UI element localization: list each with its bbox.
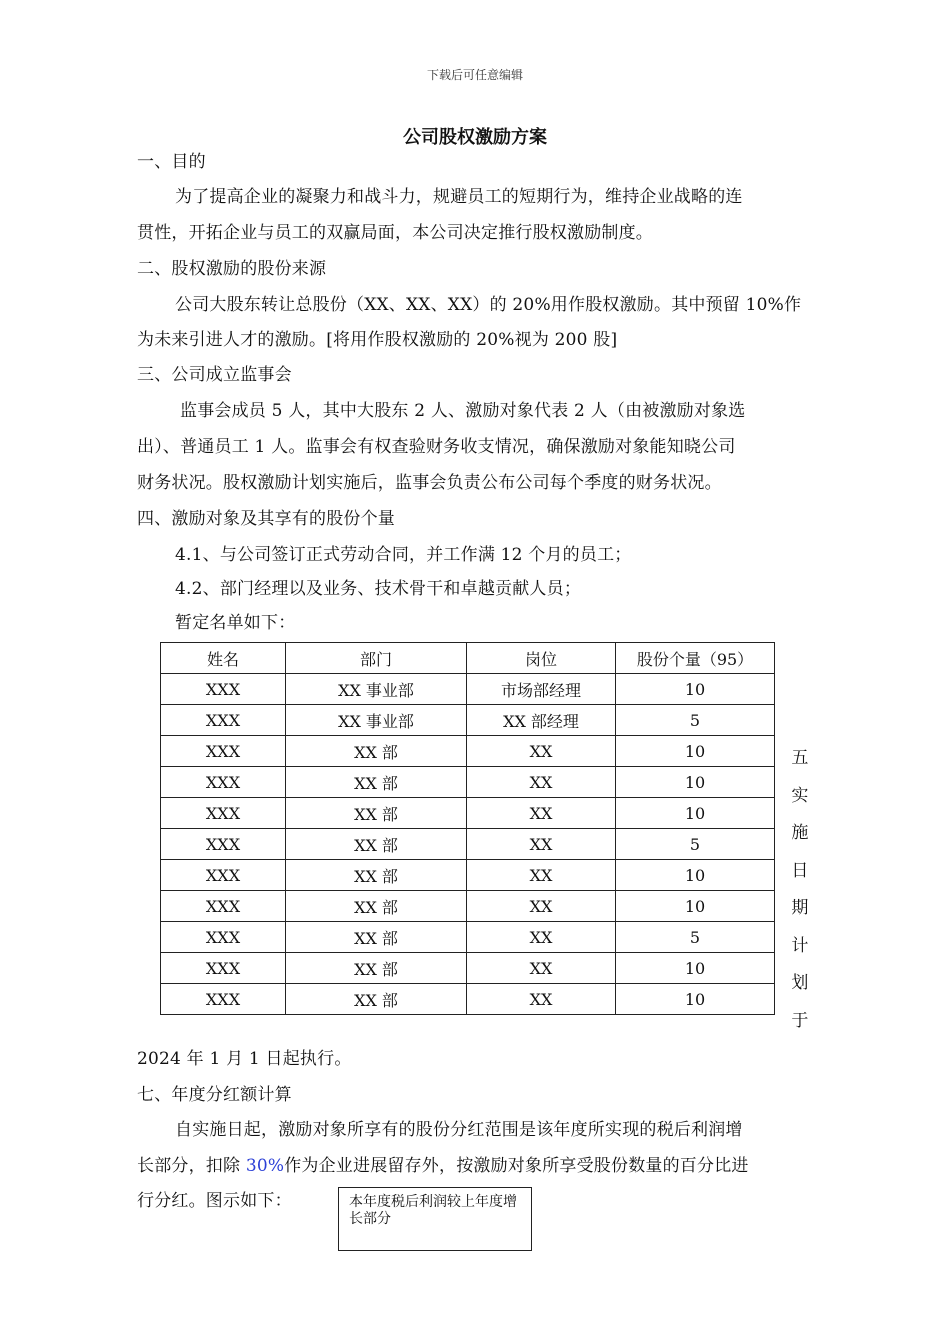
cell-shares: 10 [616, 736, 775, 767]
section-7-paragraph-line-2 [137, 1151, 749, 1176]
cell-department: XX 部 [286, 736, 467, 767]
cell-department: XX 部 [286, 922, 467, 953]
section-3-paragraph-line-1: 监事会成员 5 人，其中大股东 2 人、激励对象代表 2 人（由被激励对象选 [180, 401, 746, 421]
section-3-paragraph-line-3: 财务状况。股权激励计划实施后，监事会负责公布公司每个季度的财务状况。 [137, 473, 722, 493]
cell-name: XXX [161, 767, 286, 798]
cell-shares: 5 [616, 829, 775, 860]
document-title: 公司股权激励方案 [403, 127, 547, 148]
cell-shares: 5 [616, 922, 775, 953]
cell-department: XX 事业部 [286, 674, 467, 705]
cell-department: XX 部 [286, 798, 467, 829]
cell-shares: 5 [616, 705, 775, 736]
header-cell-name: 姓名 [161, 643, 286, 674]
cell-department: XX 部 [286, 767, 467, 798]
section-7-paragraph-line-3: 行分红。图示如下： [137, 1191, 292, 1211]
cell-position: XX [467, 984, 616, 1015]
diagram-box-text: 本年度税后利润较上年度增长部分 [349, 1194, 517, 1227]
header-cell-position: 岗位 [467, 643, 616, 674]
cell-department: XX 部 [286, 860, 467, 891]
cell-position: XX 部经理 [467, 705, 616, 736]
table-row [161, 891, 775, 922]
cell-name: XXX [161, 953, 286, 984]
table-row [161, 705, 775, 736]
cell-name: XXX [161, 922, 286, 953]
cell-position: XX [467, 829, 616, 860]
cell-position: XX [467, 860, 616, 891]
section-4-item-2: 4.2、部门经理以及业务、技术骨干和卓越贡献人员； [175, 579, 582, 599]
table-row [161, 767, 775, 798]
cell-shares: 10 [616, 891, 775, 922]
section-4-item-1: 4.1、与公司签订正式劳动合同，并工作满 12 个月的员工； [175, 545, 632, 565]
section-1-paragraph-line-2: 贯性，开拓企业与员工的双赢局面，本公司决定推行股权激励制度。 [137, 223, 653, 243]
cell-position: XX [467, 922, 616, 953]
table-row [161, 953, 775, 984]
incentive-list-table [160, 642, 775, 1015]
header-cell-shares: 股份个量（95） [616, 643, 775, 674]
cell-position: XX [467, 767, 616, 798]
cell-name: XXX [161, 829, 286, 860]
header-note: 下载后可任意编辑 [426, 68, 523, 82]
section-2-heading: 二、股权激励的股份来源 [137, 259, 327, 279]
retained-percentage: 30% [245, 1156, 285, 1176]
header-cell-department: 部门 [286, 643, 467, 674]
table-row [161, 984, 775, 1015]
diagram-box [338, 1187, 532, 1251]
cell-name: XXX [161, 891, 286, 922]
cell-name: XXX [161, 860, 286, 891]
section-2-paragraph-line-2: 为未来引进人才的激励。[将用作股权激励的 20%视为 200 股] [137, 330, 618, 350]
table-header-row [161, 643, 775, 674]
section-7-text-after: 作为企业进展留存外，按激励对象所享受股份数量的百分比进 [284, 1156, 749, 1176]
cell-department: XX 部 [286, 891, 467, 922]
table-row [161, 674, 775, 705]
cell-position: XX [467, 891, 616, 922]
section-7-text-before: 长部分，扣除 [137, 1156, 246, 1176]
cell-name: XXX [161, 984, 286, 1015]
section-2-paragraph-line-1: 公司大股东转让总股份（XX、XX、XX）的 20%用作股权激励。其中预留 10%作 [175, 295, 802, 315]
cell-shares: 10 [616, 767, 775, 798]
section-5-continuation: 2024 年 1 月 1 日起执行。 [137, 1049, 352, 1069]
cell-name: XXX [161, 736, 286, 767]
cell-shares: 10 [616, 860, 775, 891]
section-3-heading: 三、公司成立监事会 [137, 365, 292, 385]
section-3-paragraph-line-2: 出）、普通员工 1 人。监事会有权查验财务收支情况，确保激励对象能知晓公司 [137, 437, 736, 457]
table-row [161, 829, 775, 860]
cell-name: XXX [161, 705, 286, 736]
cell-position: 市场部经理 [467, 674, 616, 705]
section-1-heading: 一、目的 [137, 152, 206, 172]
table-row [161, 798, 775, 829]
cell-position: XX [467, 736, 616, 767]
section-7-paragraph-line-1: 自实施日起，激励对象所享有的股份分红范围是该年度所实现的税后利润增 [175, 1120, 743, 1140]
section-4-heading: 四、激励对象及其享有的股份个量 [137, 509, 395, 529]
cell-shares: 10 [616, 984, 775, 1015]
cell-shares: 10 [616, 953, 775, 984]
table-row [161, 736, 775, 767]
cell-position: XX [467, 953, 616, 984]
list-intro: 暂定名单如下： [175, 613, 296, 633]
table-row [161, 860, 775, 891]
cell-department: XX 事业部 [286, 705, 467, 736]
cell-name: XXX [161, 798, 286, 829]
section-1-paragraph-line-1: 为了提高企业的凝聚力和战斗力，规避员工的短期行为，维持企业战略的连 [175, 187, 743, 207]
cell-shares: 10 [616, 674, 775, 705]
section-5-vertical-text: 五实施日期计划于 [791, 748, 809, 1031]
cell-shares: 10 [616, 798, 775, 829]
cell-position: XX [467, 798, 616, 829]
cell-department: XX 部 [286, 829, 467, 860]
table-row [161, 922, 775, 953]
section-7-heading: 七、年度分红额计算 [137, 1085, 292, 1105]
cell-department: XX 部 [286, 953, 467, 984]
cell-name: XXX [161, 674, 286, 705]
cell-department: XX 部 [286, 984, 467, 1015]
